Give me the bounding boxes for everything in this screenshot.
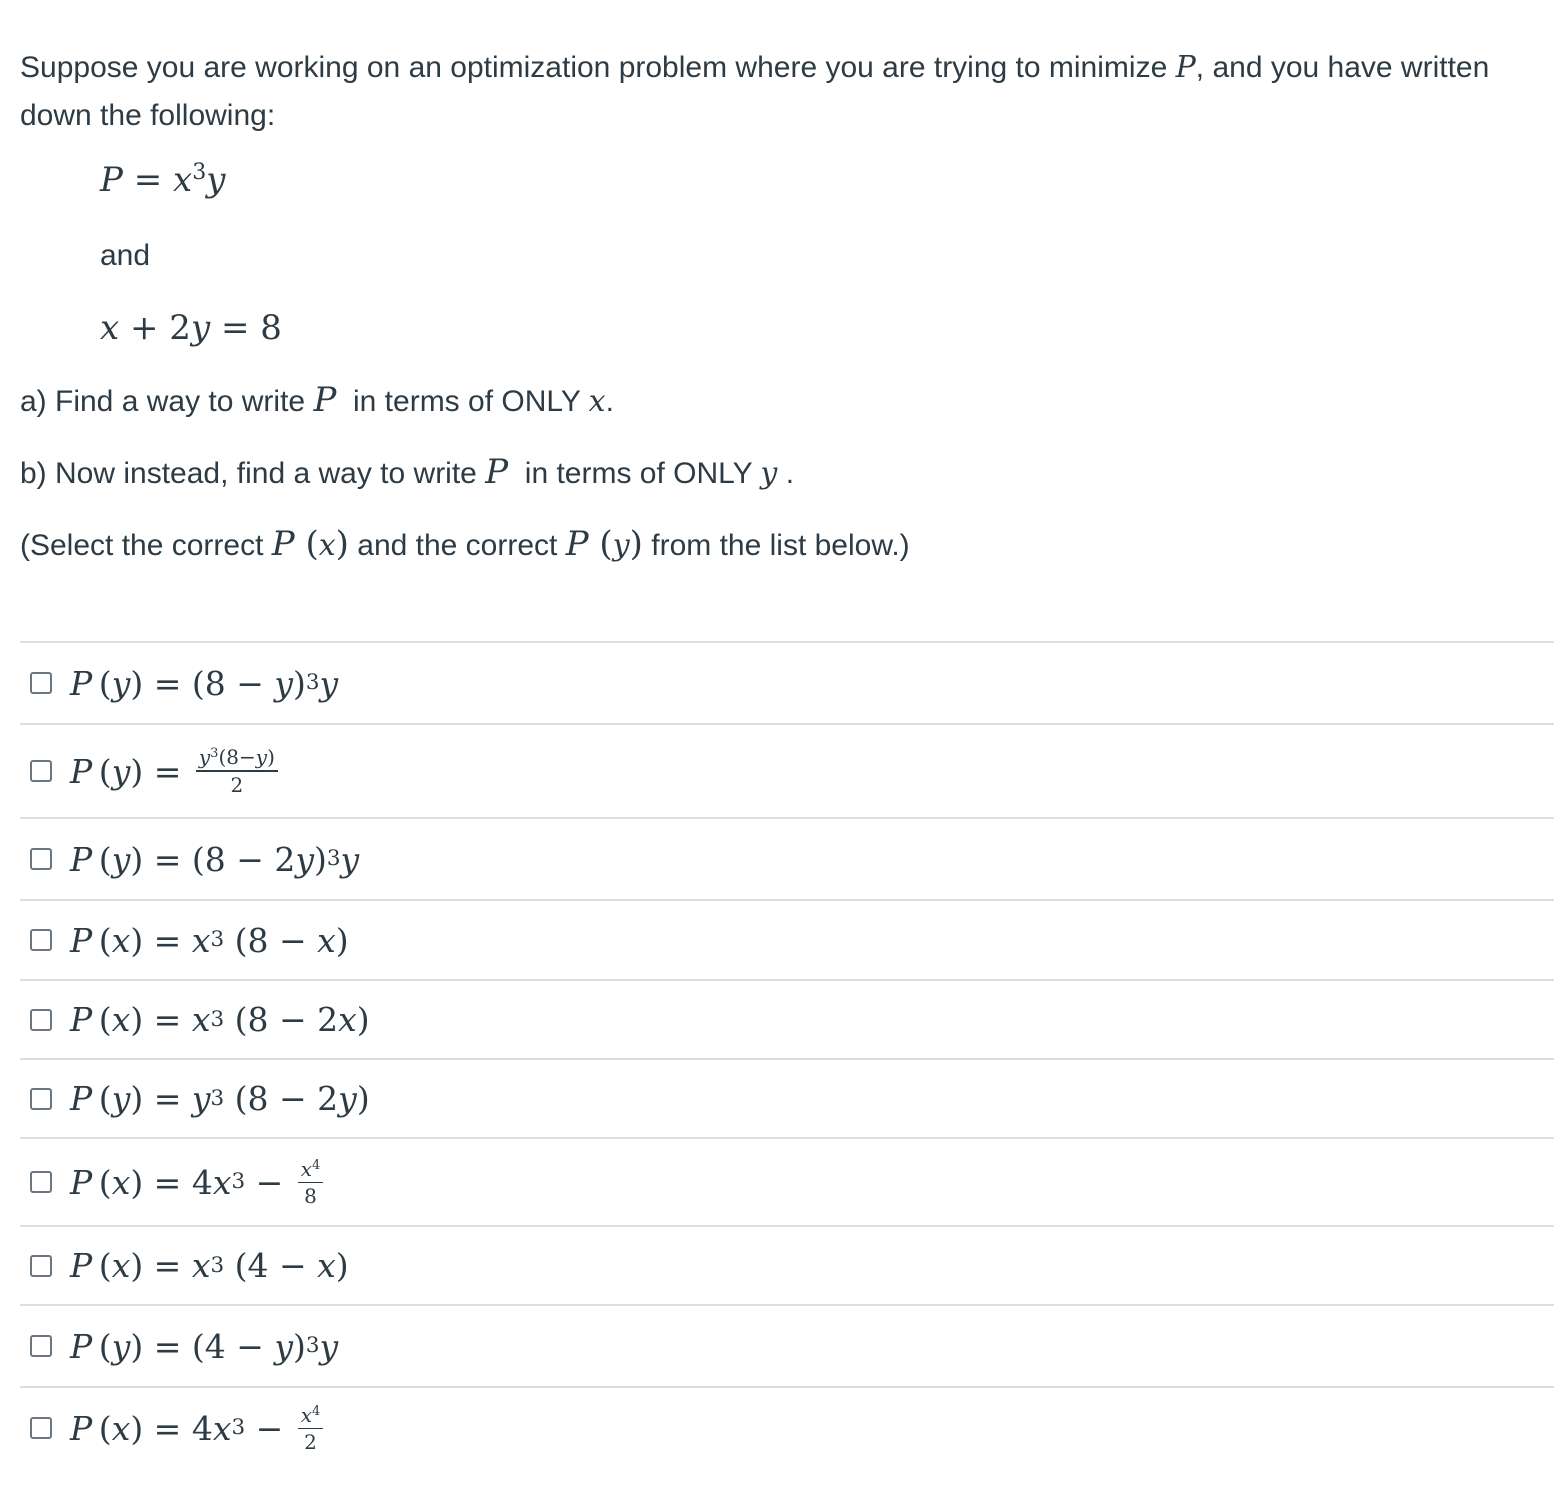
equation-objective: $P = x^3y$ xyxy=(100,158,226,200)
checkbox-unchecked-icon[interactable] xyxy=(30,1335,52,1357)
fraction: $\frac{x^4}{2}$ xyxy=(298,1404,324,1453)
option-formula: P ( y ) = (4 − y ) 3 y xyxy=(70,1326,339,1366)
answer-option[interactable] xyxy=(20,981,1554,1058)
fraction: $\frac{x^4}{8}$ xyxy=(298,1158,324,1207)
answer-option[interactable] xyxy=(20,901,1554,979)
answer-option[interactable] xyxy=(20,1227,1554,1304)
fraction: $\frac{y^3(8-y)}{2}$ xyxy=(196,746,278,796)
option-formula: P ( y ) = (8 − 2 y ) 3 y xyxy=(70,839,360,879)
checkbox-unchecked-icon[interactable] xyxy=(30,1009,52,1031)
option-formula: P ( x ) = 4 x 3 − $\frac{x^4}{8}$ xyxy=(70,1158,327,1207)
checkbox-unchecked-icon[interactable] xyxy=(30,1088,52,1110)
option-formula: P ( x ) = x 3 (8 − 2 x ) xyxy=(70,1000,370,1039)
checkbox-unchecked-icon[interactable] xyxy=(30,1171,52,1193)
part-c-text: (Select the correct P (x) and the correct P (y) from the list below.) xyxy=(20,524,910,564)
checkbox-unchecked-icon[interactable] xyxy=(30,672,52,694)
equation-constraint: x + 2y = 8 xyxy=(100,308,282,348)
answer-option[interactable] xyxy=(20,819,1554,899)
option-formula: P ( y ) = (8 − y ) 3 y xyxy=(70,663,339,703)
answer-option[interactable] xyxy=(20,1060,1554,1137)
checkbox-unchecked-icon[interactable] xyxy=(30,929,52,951)
checkbox-unchecked-icon[interactable] xyxy=(30,1255,52,1277)
answer-option[interactable] xyxy=(20,725,1554,817)
option-formula: P ( x ) = 4 x 3 − $\frac{x^4}{2}$ xyxy=(70,1404,327,1453)
question-intro: Suppose you are working on an optimization problem where you are trying to minimize P, and you have written down the following: xyxy=(20,50,1490,132)
option-formula: P ( y ) = y 3 (8 − 2 y ) xyxy=(70,1079,370,1118)
answer-option[interactable] xyxy=(20,1139,1554,1225)
option-formula: P ( x ) = x 3 (4 − x ) xyxy=(70,1246,349,1285)
answer-option[interactable] xyxy=(20,643,1554,723)
checkbox-unchecked-icon[interactable] xyxy=(30,1417,52,1439)
and-text: and xyxy=(100,239,151,272)
option-formula: P ( y ) = $\frac{y^3(8-y)}{2}$ xyxy=(70,746,282,796)
var-P: P xyxy=(1175,50,1196,85)
checkbox-unchecked-icon[interactable] xyxy=(30,848,52,870)
checkbox-unchecked-icon[interactable] xyxy=(30,760,52,782)
part-a-text: a) Find a way to write P in terms of ONLY x. xyxy=(20,380,614,420)
answer-option[interactable] xyxy=(20,1306,1554,1386)
part-b-text: b) Now instead, find a way to write P in terms of ONLY y . xyxy=(20,452,795,492)
option-formula: P ( x ) = x 3 (8 − x ) xyxy=(70,920,349,960)
answer-option[interactable] xyxy=(20,1388,1554,1468)
